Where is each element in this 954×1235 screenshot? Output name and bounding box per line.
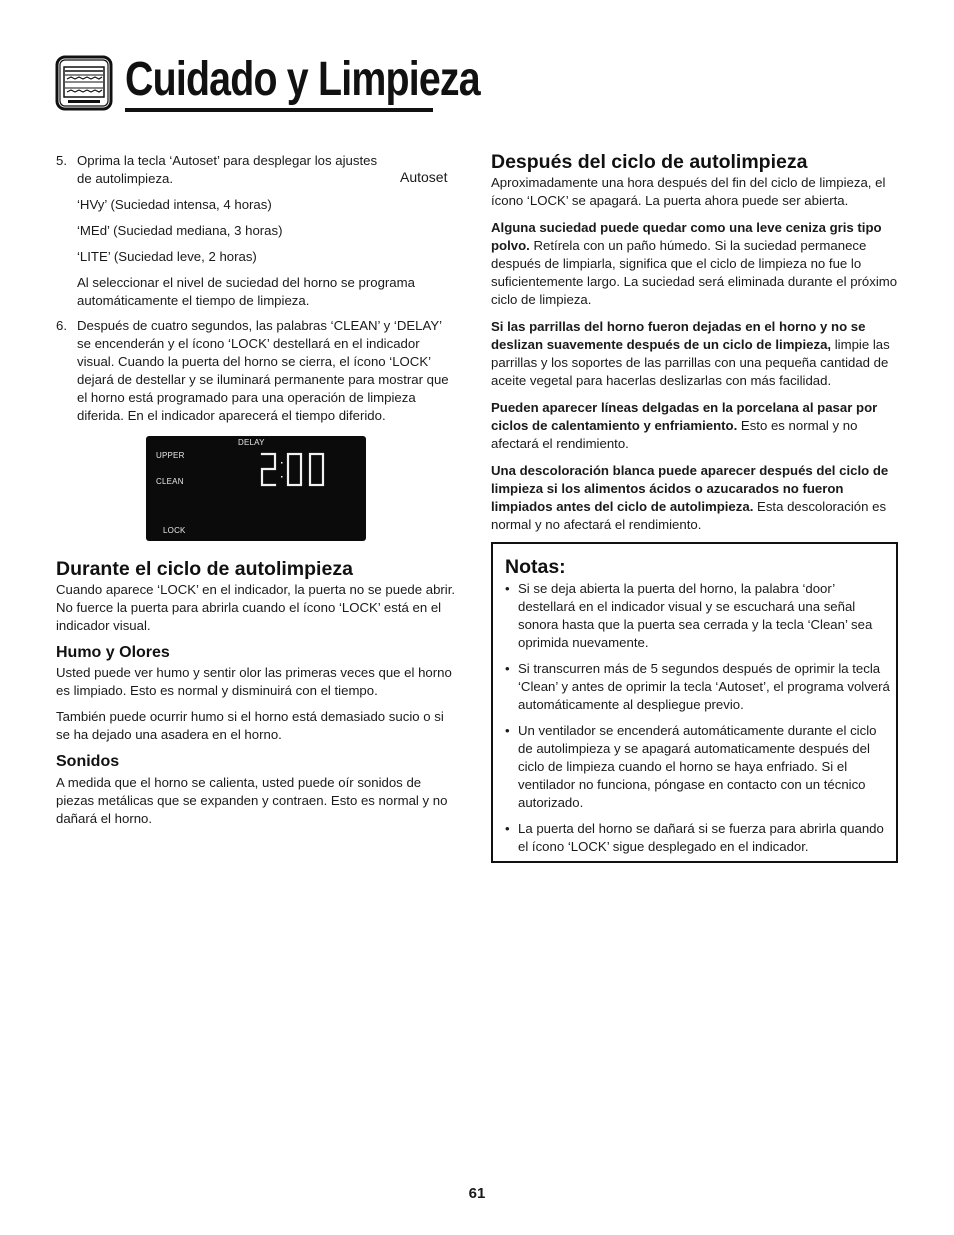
step-5 (56, 152, 386, 188)
page-title: Cuidado y Limpieza (125, 53, 480, 106)
step-6 (56, 317, 458, 425)
display-clean-label: CLEAN (156, 477, 184, 486)
notes-heading: Notas: (505, 556, 566, 578)
smoke-p2: También puede ocurrir humo si el horno está demasiado sucio o si se ha dejado una asadera en el horno. (56, 709, 444, 742)
step-5-number: 5. (56, 153, 67, 168)
after-p3-rest: Esto es normal y no afectará el rendimiento. (491, 418, 858, 451)
sounds-text: A medida que el horno se calienta, usted puede oír sonidos de piezas metálicas que se expanden y contraen. Esto es normal y no dañará el horno. (56, 775, 448, 826)
smoke-text-block (56, 664, 461, 744)
step-6-number: 6. (56, 318, 67, 333)
autoset-key-label: Autoset (400, 169, 448, 185)
note-item: • La puerta del horno se dañará si se fuerza para abrirla quando el ícono ‘LOCK’ sigue desplegado en el indicador. (505, 821, 884, 854)
step-5-text: Oprima la tecla ‘Autoset’ para desplegar los ajustes de autolimpieza. (77, 153, 378, 186)
smoke-p1: Usted puede ver humo y sentir olor las primeras veces que el horno es limpiado. Esto es normal y disminuirá con el tiempo. (56, 665, 452, 698)
notes-box (491, 542, 898, 863)
display-time-text: 2:00 (258, 439, 290, 456)
page-number: 61 (468, 1185, 486, 1202)
oven-display-panel (146, 436, 366, 541)
step-6-text: Después de cuatro segundos, las palabras ‘CLEAN’ y ‘DELAY’ se encenderán y el ícono ‘LOCK’ destellará en el indicador visual. Cuando la puerta del horno se cierra, el ícono ‘LOCK’ dejará de destellar y se iluminará permanente para mostrar que el horno está programado para una operación de limpieza diferida. En el indicador aparecerá el tiempo diferido. (77, 318, 449, 423)
after-p1-bold: Alguna suciedad puede quedar como una leve ceniza gris tipo polvo. (491, 220, 882, 253)
after-intro: Aproximadamente una hora después del fin del ciclo de limpieza, el ícono ‘LOCK’ se apagará. La puerta ahora puede ser abierta. (491, 175, 886, 208)
after-p1-rest: Retírela con un paño húmedo. Si la suciedad permanece después de limpiarla, significa que el ciclo de limpieza no fue lo suficientemente largo. La suciedad será eliminada durante el próximo ciclo de limpieza. (491, 238, 898, 307)
note-item: • Un ventilador se encenderá automáticamente durante el ciclo de autolimpieza y se apagará automaticamente después del ciclo de limpieza cuando el horno se haya enfriado. Si el ventilador no funciona, póngase en contacto con un técnico autorizado. (505, 723, 877, 810)
after-p4 (491, 462, 899, 534)
after-p2 (491, 318, 899, 390)
after-p3 (491, 399, 899, 453)
after-p4-rest: Esta descoloración es normal y no afectará el rendimiento. (491, 499, 887, 532)
display-delay-label: DELAY (238, 438, 265, 447)
step-5-note: Al seleccionar el nivel de suciedad del horno se programa automáticamente el tiempo de limpieza. (77, 275, 415, 308)
note-item: • Si transcurren más de 5 segundos después de oprimir la tecla ‘Clean’ y antes de oprimir la tecla ‘Autoset’, el programa volverá automáticamente al despliegue previo. (505, 661, 890, 712)
after-p3-bold: Pueden aparecer líneas delgadas en la porcelana al pasar por ciclos de calentamiento y enfriamiento. (491, 400, 878, 433)
note-item: • Si se deja abierta la puerta del horno, la palabra ‘door’ destellará en el indicador visual y se escuchará una señal sonora hasta que la puerta sea cerrada y la tecla ‘Clean’ sea oprimida nuevamente. (505, 581, 873, 650)
during-text: Cuando aparece ‘LOCK’ en el indicador, la puerta no se puede abrir. No fuerce la puerta para abrirla cuando el ícono ‘LOCK’ está en el indicador visual. (56, 582, 456, 633)
heading-after-cycle: Después del ciclo de autolimpieza (491, 151, 808, 173)
option-med: ‘MEd’ (Suciedad mediana, 3 horas) (77, 223, 283, 238)
sounds-text-block (56, 774, 456, 828)
heading-sounds: Sonidos (56, 753, 120, 770)
heading-during-cycle: Durante el ciclo de autolimpieza (56, 558, 353, 580)
step-5-options (77, 196, 457, 310)
after-p4-bold: Una descoloración blanca puede aparecer después del ciclo de limpieza si los alimentos ácidos o azucarados no fueron limpiados antes del ciclo de autolimpieza. (491, 463, 889, 514)
display-lock-label: LOCK (163, 526, 186, 535)
oven-icon (55, 55, 113, 111)
during-text-block (56, 581, 461, 635)
after-p2-bold: Si las parrillas del horno fueron dejadas en el horno y no se deslizan suavemente después de un ciclo de limpieza, (491, 319, 866, 352)
heading-smoke: Humo y Olores (56, 644, 170, 661)
after-p1 (491, 219, 899, 309)
after-text-block (491, 174, 899, 534)
option-lite: ‘LITE’ (Suciedad leve, 2 horas) (77, 249, 257, 264)
notes-list (493, 580, 891, 864)
display-time-digits (258, 439, 328, 488)
title-underline (125, 108, 433, 112)
option-hvy: ‘HVy’ (Suciedad intensa, 4 horas) (77, 197, 272, 212)
display-upper-label: UPPER (156, 451, 185, 460)
after-p2-rest: limpie las parrillas y los soportes de las parrillas con una pequeña cantidad de aceite vegetal para hacerlas deslizarlas con más facilidad. (491, 337, 890, 388)
